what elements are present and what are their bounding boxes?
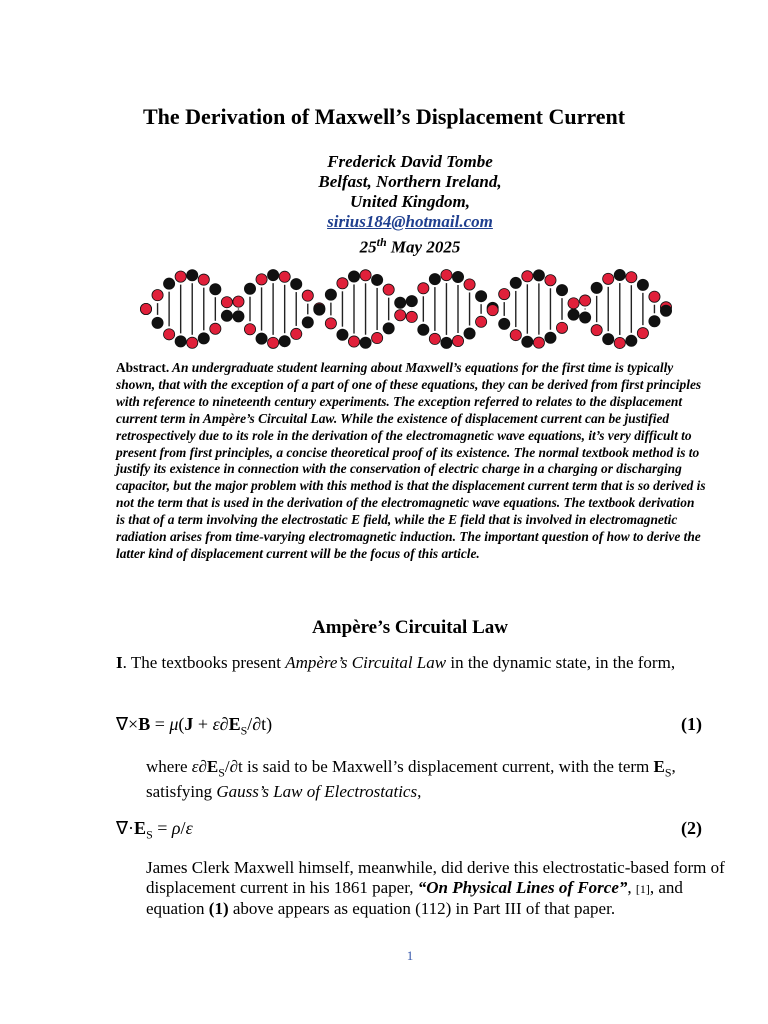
helix-bead <box>337 329 348 340</box>
helix-bead <box>372 274 383 285</box>
helix-bead <box>522 336 533 347</box>
helix-bead <box>152 317 163 328</box>
paragraph-1: I. The textbooks present Ampère’s Circuital Law in the dynamic state, in the form, <box>116 653 676 672</box>
helix-bead <box>244 283 255 294</box>
helix-bead <box>198 333 209 344</box>
helix-beads <box>140 269 671 348</box>
helix-bead <box>152 290 163 301</box>
helix-bead <box>418 283 429 294</box>
helix-bead <box>660 305 671 316</box>
helix-bead <box>406 295 417 306</box>
helix-bead <box>568 298 579 309</box>
helix-bead <box>302 317 313 328</box>
author-email-link[interactable]: sirius184@hotmail.com <box>327 212 493 231</box>
helix-bead <box>545 275 556 286</box>
helix-bead <box>164 329 175 340</box>
helix-bead <box>360 270 371 281</box>
equation-2-number: (2) <box>681 818 702 838</box>
helix-bead <box>383 284 394 295</box>
helix-bead <box>499 318 510 329</box>
helix-bead <box>603 273 614 284</box>
equation-2: $\nabla\cdot E_S = \rho/\varepsilon$ (2) <box>116 818 702 842</box>
paragraph-2: where $\varepsilon\partial E_S/\partial t$ is said to be Maxwell’s displacement current, with the term $E_S$, satisfying Gauss’s Law of Electrostatics, <box>146 757 676 802</box>
helix-bead <box>476 291 487 302</box>
helix-bead <box>545 332 556 343</box>
helix-bead <box>314 304 325 315</box>
author-name: Frederick David Tombe <box>327 152 493 171</box>
helix-bead <box>279 271 290 282</box>
helix-bead <box>395 310 406 321</box>
author-location-1: Belfast, Northern Ireland, <box>318 172 502 191</box>
abstract-text: An undergraduate student learning about Maxwell’s equations for the first time is typically shown, that with the exception of a part of one of these equations, they can be derived from first principles with reference to nineteenth century experiments. The exception referred to relates to the displacement current term in Ampère’s Circuital Law. While the existence of displacement current can be justified retrospectively due to its role in the derivation of the electromagnetic wave equations, it’s very difficult to present from first principles, a concise theoretical proof of its existence. The normal textbook method is to justify its existence in connection with the conservation of electric charge in a charging or discharging capacitor, but the major problem with this method is that the displacement current term that is so derived is not the term that is used in the derivation of the electromagnetic wave equations. The textbook derivation is that of a term involving the electrostatic E field, while the E field that is involved in electromagnetic radiation arises from time-varying electromagnetic induction. The important question of how to derive the latter kind of displacement current will be the focus of this article. <box>116 360 706 561</box>
double-helix-illustration <box>138 262 674 356</box>
helix-bead <box>591 282 602 293</box>
helix-bead <box>441 269 452 280</box>
helix-bead <box>614 269 625 280</box>
helix-bead <box>187 270 198 281</box>
helix-bead <box>198 274 209 285</box>
helix-bead <box>533 270 544 281</box>
helix-bead <box>614 337 625 348</box>
helix-bead <box>221 297 232 308</box>
helix-bead <box>510 277 521 288</box>
helix-bead <box>429 273 440 284</box>
helix-bead <box>580 312 591 323</box>
helix-bead <box>325 289 336 300</box>
helix-bead <box>452 335 463 346</box>
equation-1-number: (1) <box>681 714 702 734</box>
helix-bead <box>268 270 279 281</box>
helix-bead <box>591 325 602 336</box>
helix-bead <box>603 334 614 345</box>
helix-bead <box>175 271 186 282</box>
helix-bead <box>487 305 498 316</box>
helix-bead <box>244 324 255 335</box>
helix-bead <box>452 271 463 282</box>
helix-bead <box>556 285 567 296</box>
helix-bead <box>464 328 475 339</box>
helix-bead <box>140 303 151 314</box>
helix-bead <box>187 337 198 348</box>
helix-bead <box>429 333 440 344</box>
helix-bead <box>210 284 221 295</box>
paper-title: The Derivation of Maxwell’s Displacement Current <box>142 104 626 129</box>
helix-bead <box>210 323 221 334</box>
helix-bead <box>476 316 487 327</box>
helix-bead <box>626 335 637 346</box>
helix-bead <box>221 310 232 321</box>
helix-bead <box>360 337 371 348</box>
helix-bead <box>291 278 302 289</box>
abstract-lead: Abstract. <box>116 360 170 375</box>
helix-bead <box>233 311 244 322</box>
helix-bead <box>533 337 544 348</box>
helix-bead <box>418 324 429 335</box>
helix-bead <box>348 336 359 347</box>
helix-bead <box>279 336 290 347</box>
helix-bead <box>499 289 510 300</box>
helix-bead <box>568 309 579 320</box>
paper-date: 25th May 2025 <box>359 235 461 257</box>
helix-bead <box>522 271 533 282</box>
helix-bead <box>649 316 660 327</box>
author-location-2: United Kingdom, <box>350 192 470 211</box>
helix-bead <box>637 328 648 339</box>
helix-bead <box>510 329 521 340</box>
helix-bead <box>175 336 186 347</box>
paragraph-3: James Clerk Maxwell himself, meanwhile, did derive this electrostatic-based form of displacement current in his 1861 paper, “On Physical Lines of Force”, [1], and equation (1) above appears as equation (112) in Part III of that paper. <box>146 858 725 918</box>
author-block <box>0 152 768 258</box>
helix-bead <box>383 323 394 334</box>
helix-bead <box>256 333 267 344</box>
helix-bead <box>233 296 244 307</box>
helix-bead <box>291 328 302 339</box>
helix-bead <box>556 322 567 333</box>
helix-bead <box>348 271 359 282</box>
abstract <box>116 360 706 563</box>
helix-bead <box>256 274 267 285</box>
equation-1: $\nabla\times B = \mu(J + \varepsilon\partial E_S/\partial t)$ (1) <box>116 714 702 738</box>
helix-bead <box>441 337 452 348</box>
helix-bead <box>302 290 313 301</box>
helix-bead <box>580 295 591 306</box>
helix-bead <box>464 279 475 290</box>
helix-bead <box>372 332 383 343</box>
helix-bead <box>626 272 637 283</box>
helix-bead <box>268 337 279 348</box>
helix-bead <box>637 279 648 290</box>
helix-bead <box>395 297 406 308</box>
page-number: 1 <box>406 948 414 963</box>
helix-bead <box>337 278 348 289</box>
section-heading: Ampère’s Circuital Law <box>312 617 508 638</box>
helix-bead <box>325 318 336 329</box>
helix-bead <box>164 278 175 289</box>
helix-bead <box>649 291 660 302</box>
helix-bead <box>406 311 417 322</box>
